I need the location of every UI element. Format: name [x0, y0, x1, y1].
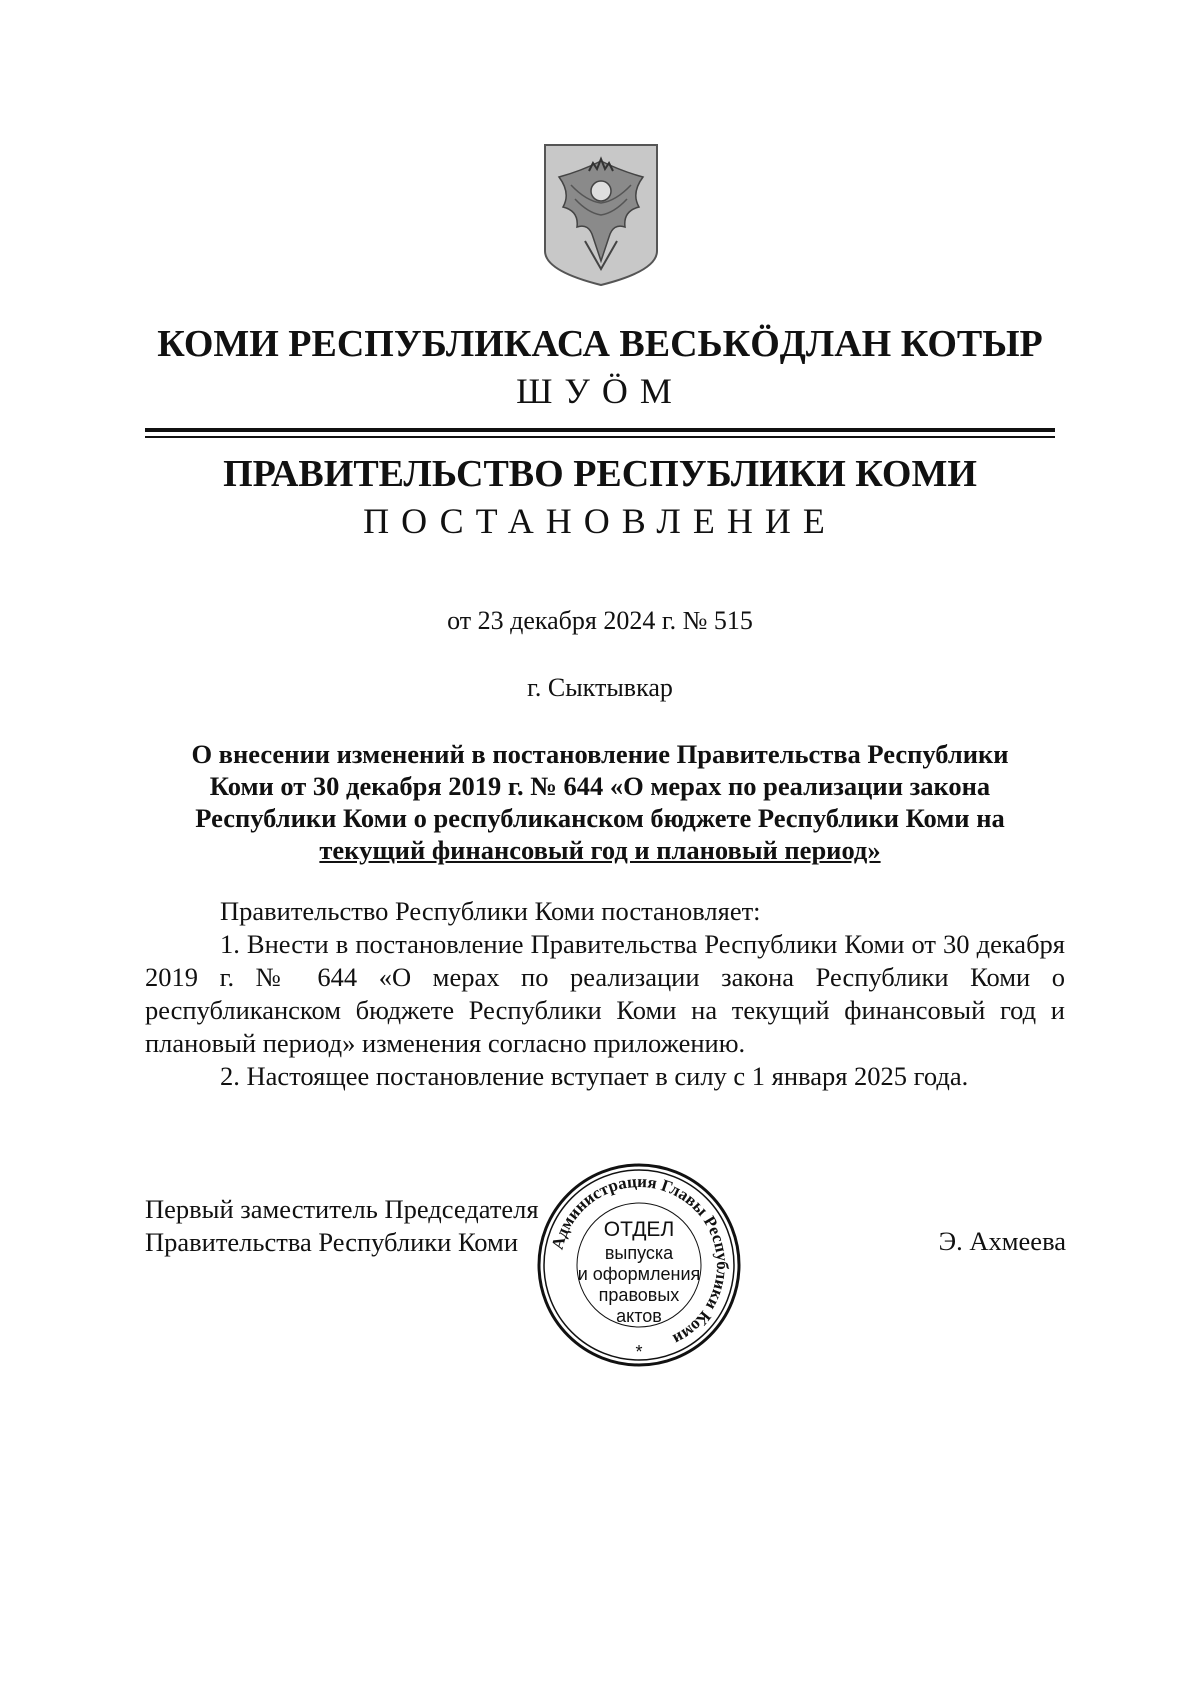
signer-position-line: Правительства Республики Коми	[145, 1227, 519, 1257]
gov-org-title: ПРАВИТЕЛЬСТВО РЕСПУБЛИКИ КОМИ	[223, 453, 977, 495]
subject-line: Республики Коми о республиканском бюджете Республики Коми на	[195, 803, 1005, 833]
gov-doc-type: ПОСТАНОВЛЕНИЕ	[363, 501, 837, 541]
stamp-line: правовых	[598, 1285, 680, 1305]
subject-line: Коми от 30 декабря 2019 г. № 644 «О мерах по реализации закона	[209, 771, 991, 801]
coat-of-arms-icon	[541, 141, 661, 289]
header-divider-thin	[145, 436, 1055, 438]
signer-name: Э. Ахмеева	[938, 1226, 1066, 1256]
signer-position-line: Первый заместитель Председателя	[145, 1194, 539, 1224]
stamp-ring-text: Администрация Главы Республики Коми	[547, 1171, 733, 1350]
komi-doc-type: ШУӦМ	[516, 371, 684, 411]
subject-line-underlined: текущий финансовый год и плановый период»	[319, 835, 881, 865]
stamp-star: *	[635, 1342, 643, 1362]
stamp-line: и оформления	[577, 1264, 701, 1284]
header-divider-thick	[145, 428, 1055, 432]
document-city: г. Сыктывкар	[527, 673, 673, 702]
document-subject	[145, 738, 1055, 866]
stamp-line: ОТДЕЛ	[603, 1218, 675, 1241]
stamp-line: актов	[616, 1306, 662, 1326]
official-stamp	[534, 1160, 744, 1370]
stamp-line: выпуска	[604, 1243, 674, 1263]
body-intro: Правительство Республики Коми постановляет:	[220, 896, 761, 926]
body-item-1: 1. Внести в постановление Правительства Республики Коми от 30 декабря 2019 г. № 644 «О мерах по реализации закона Республики Коми о республиканском бюджете Республики Коми на текущий финансовый год и плановый период» изменения согласно приложению.	[145, 929, 1065, 1058]
subject-line: О внесении изменений в постановление Правительства Республики	[191, 739, 1009, 769]
body-item-2: 2. Настоящее постановление вступает в силу с 1 января 2025 года.	[220, 1061, 969, 1091]
signer-position	[145, 1193, 539, 1259]
document-body	[145, 895, 1065, 1093]
document-date-number: от 23 декабря 2024 г. № 515	[447, 606, 753, 635]
komi-org-title: КОМИ РЕСПУБЛИКАСА ВЕСЬКӦДЛАН КОТЫР	[157, 323, 1043, 365]
